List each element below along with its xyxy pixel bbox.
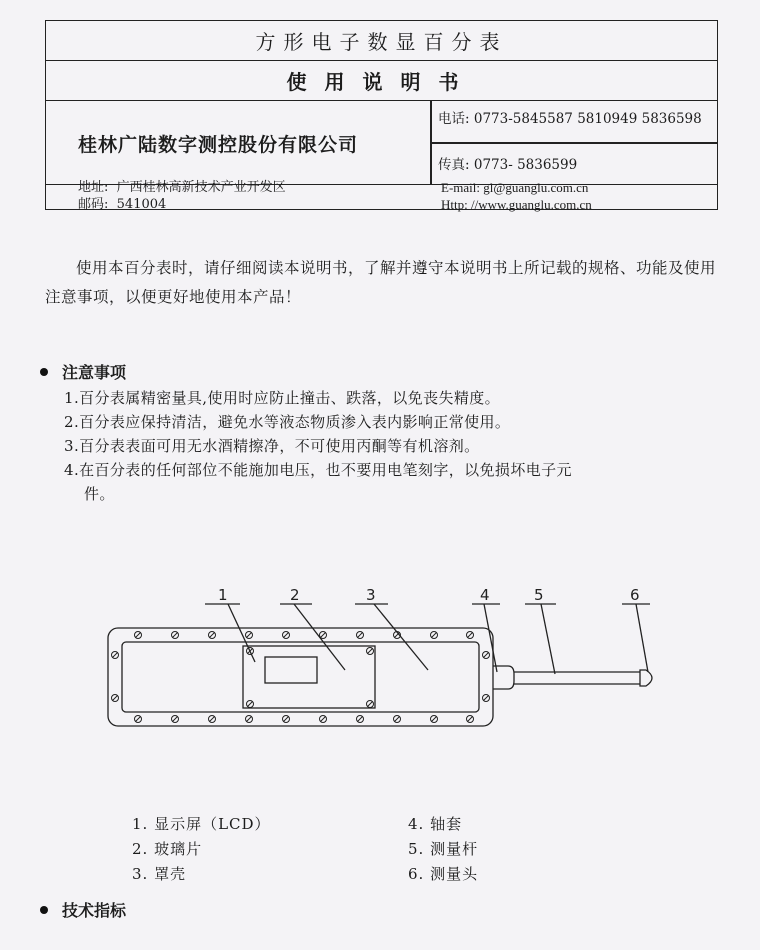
postcode-value: 541004 — [116, 197, 167, 212]
bullet-icon — [40, 368, 48, 376]
leader-6 — [636, 604, 648, 672]
list-item: 2.百分表应保持清洁，避免水等液态物质渗入表内影响正常使用。 — [64, 413, 511, 431]
leader-2 — [294, 604, 345, 670]
fax-line — [438, 153, 577, 173]
leader-3 — [374, 604, 428, 670]
list-item: 2. 玻璃片 — [132, 840, 203, 858]
notes-list — [64, 386, 724, 506]
contact-web — [441, 179, 592, 213]
list-item: 5. 测量杆 — [408, 840, 479, 858]
fax-label: 传真: — [438, 157, 470, 173]
indicator-diagram — [0, 580, 760, 750]
list-item: 3. 罩壳 — [132, 865, 187, 883]
company-name: 桂林广陆数字测控股份有限公司 — [78, 133, 359, 156]
screws — [112, 632, 490, 723]
body-outline — [108, 628, 493, 726]
manual-title: 使用说明书 — [46, 61, 717, 101]
postcode-label: 邮码: — [78, 197, 109, 212]
list-item: 1.百分表属精密量具,使用时应防止撞击、跌落，以免丧失精度。 — [64, 389, 501, 407]
website: Http: //www.guanglu.com.cn — [441, 197, 592, 212]
specs-heading: 技术指标 — [40, 898, 126, 921]
address-block — [78, 179, 286, 213]
fax-number: 0773- 5836599 — [473, 157, 578, 173]
glass-panel — [243, 646, 375, 708]
header-box — [45, 20, 718, 210]
measuring-tip — [640, 670, 652, 686]
email: E-mail: gl@guanglu.com.cn — [441, 180, 589, 195]
phone-line — [438, 107, 702, 127]
parts-list-left — [132, 812, 271, 887]
callout-3: 3 — [366, 586, 376, 604]
phone-number: 0773-5845587 5810949 5836598 — [473, 111, 702, 127]
list-item: 4.在百分表的任何部位不能施加电压，也不要用电笔刻字，以免损坏电子元 — [64, 461, 572, 479]
list-item: 6. 测量头 — [408, 865, 479, 883]
list-item: 1. 显示屏（LCD） — [132, 815, 271, 833]
leader-4 — [484, 604, 497, 672]
callout-1: 1 — [218, 586, 228, 604]
address-label: 地址: — [78, 180, 109, 195]
list-item-continuation: 件。 — [84, 485, 115, 503]
lcd-screen — [265, 657, 317, 683]
list-item: 3.百分表表面可用无水酒精擦净，不可使用丙酮等有机溶剂。 — [64, 437, 480, 455]
intro-paragraph: 使用本百分表时，请仔细阅读本说明书，了解并遵守本说明书上所记载的规格、功能及使用注意事项，以便更好地使用本产品！ — [45, 259, 717, 306]
company-row — [46, 101, 717, 185]
notes-heading: 注意事项 — [40, 360, 126, 383]
callout-5: 5 — [534, 586, 544, 604]
phone-label: 电话: — [438, 111, 470, 127]
body-inner-outline — [122, 642, 479, 712]
callout-4: 4 — [480, 586, 490, 604]
callout-6: 6 — [630, 586, 640, 604]
list-item: 4. 轴套 — [408, 815, 463, 833]
leader-5 — [541, 604, 555, 674]
address-value: 广西桂林高新技术产业开发区 — [116, 180, 286, 195]
address-row — [46, 180, 717, 212]
callout-2: 2 — [290, 586, 300, 604]
parts-list-right — [408, 812, 478, 887]
bullet-icon — [40, 906, 48, 914]
product-title: 方形电子数显百分表 — [46, 21, 717, 61]
